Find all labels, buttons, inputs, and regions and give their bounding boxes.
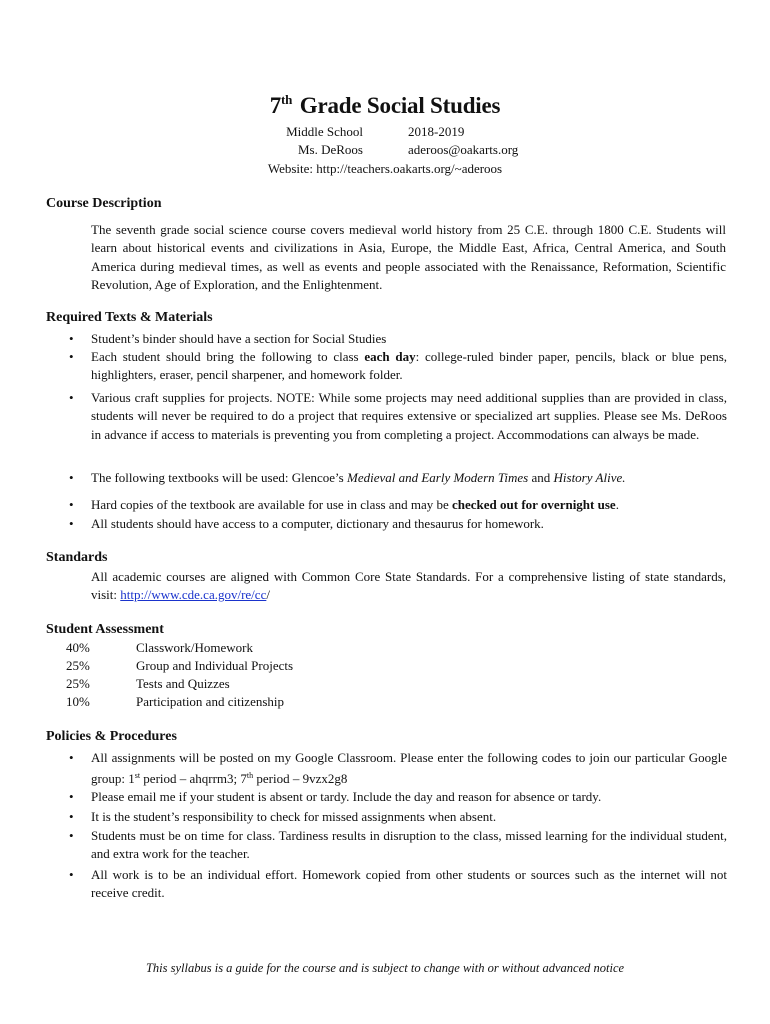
- course-description-text: The seventh grade social science course covers medieval world history from 25 C.E. through 1800 C.E. Students will learn about historical events and civilizations in Asia, Europe, the Middle East, Africa, Central America, and South America during medieval times, as well as events and people associated with the Renaissance, Reformation, Scientific Revolution, Age of Exploration, and the Enlightenment.: [91, 222, 726, 293]
- assessment-label: Group and Individual Projects: [136, 658, 294, 673]
- bullet-icon: •: [69, 516, 74, 531]
- bullet-icon: •: [69, 867, 74, 882]
- assessment-label: Participation and citizenship: [136, 694, 285, 709]
- title-number: 7: [269, 93, 282, 118]
- emphasis-each-day: each day: [364, 349, 416, 364]
- title-rest: Grade Social Studies: [299, 93, 501, 118]
- standards-text: All academic courses are aligned with Common Core State Standards. For a comprehensive listing of state standards, visit: http://www.cde.ca.gov/re/cc/: [91, 569, 726, 603]
- bullet-text: All work is to be an individual effort. Homework copied from other students or sources such as the internet will not receive credit.: [91, 867, 727, 901]
- course-description-heading: Course Description: [46, 196, 162, 211]
- title-superscript: th: [281, 92, 293, 107]
- bullet-text: Please email me if your student is absent or tardy. Include the day and reason for absence or tardy.: [91, 789, 602, 804]
- bullet-text: All assignments will be posted on my Google Classroom. Please enter the following codes to join our particular Google group: 1st period – ahqrrm3; 7th period – 9vzx2g8: [91, 750, 727, 787]
- bullet-icon: •: [69, 390, 74, 405]
- assessment-percent: 25%: [66, 676, 90, 691]
- teacher-name: Ms. DeRoos: [297, 142, 363, 157]
- emphasis-checked-out: checked out for overnight use: [451, 497, 616, 512]
- assessment-label: Classwork/Homework: [136, 640, 253, 655]
- bullet-text: All students should have access to a computer, dictionary and thesaurus for homework.: [91, 516, 544, 531]
- bullet-text: Students must be on time for class. Tardiness results in disruption to the class, missed learning for the individual student, and extra work for the teacher.: [91, 828, 727, 862]
- school-name: Middle School: [286, 124, 363, 139]
- bullet-icon: •: [69, 497, 74, 512]
- bullet-icon: •: [69, 789, 74, 804]
- school-year: 2018-2019: [408, 124, 465, 139]
- standards-heading: Standards: [46, 550, 108, 565]
- teacher-email[interactable]: aderoos@oakarts.org: [408, 142, 519, 157]
- bullet-icon: •: [69, 331, 74, 346]
- bullet-text: Hard copies of the textbook are available for use in class and may be checked out for overnight use.: [91, 497, 619, 512]
- textbook-title-1: Medieval and Early Modern Times: [346, 470, 529, 485]
- bullet-text: It is the student’s responsibility to check for missed assignments when absent.: [91, 809, 497, 824]
- textbook-title-2: History Alive.: [553, 470, 626, 485]
- page-title: [0, 92, 770, 119]
- assessment-heading: Student Assessment: [46, 622, 164, 637]
- bullet-text: Each student should bring the following to class each day: college-ruled binder paper, pencils, black or blue pens, highlighters, eraser, pencil sharpener, and homework folder.: [91, 349, 728, 383]
- assessment-percent: 25%: [66, 658, 90, 673]
- bullet-icon: •: [69, 750, 74, 765]
- footer-note: This syllabus is a guide for the course and is subject to change with or without advanced notice: [145, 961, 625, 975]
- assessment-label: Tests and Quizzes: [136, 676, 230, 691]
- bullet-text: Various craft supplies for projects. NOTE: While some projects may need additional supplies than are provided in class, students will never be required to do a project that requires extensive or specialized art supplies. Please see Ms. DeRoos in advance if access to materials is preventing you from completing a project. Accommodations can always be made.: [91, 390, 727, 442]
- bullet-text: Student’s binder should have a section for Social Studies: [91, 331, 387, 346]
- assessment-percent: 40%: [66, 640, 90, 655]
- bullet-icon: •: [69, 470, 74, 485]
- assessment-percent: 10%: [66, 694, 90, 709]
- materials-heading: Required Texts & Materials: [46, 310, 213, 325]
- bullet-icon: •: [69, 809, 74, 824]
- standards-link[interactable]: http://www.cde.ca.gov/re/cc: [120, 587, 267, 603]
- bullet-text: The following textbooks will be used: Glencoe’s Medieval and Early Modern Times and History Alive.: [91, 470, 626, 485]
- website-line[interactable]: Website: http://teachers.oakarts.org/~aderoos: [267, 161, 503, 176]
- bullet-icon: •: [69, 828, 74, 843]
- policies-heading: Policies & Procedures: [46, 729, 177, 744]
- bullet-icon: •: [69, 349, 74, 364]
